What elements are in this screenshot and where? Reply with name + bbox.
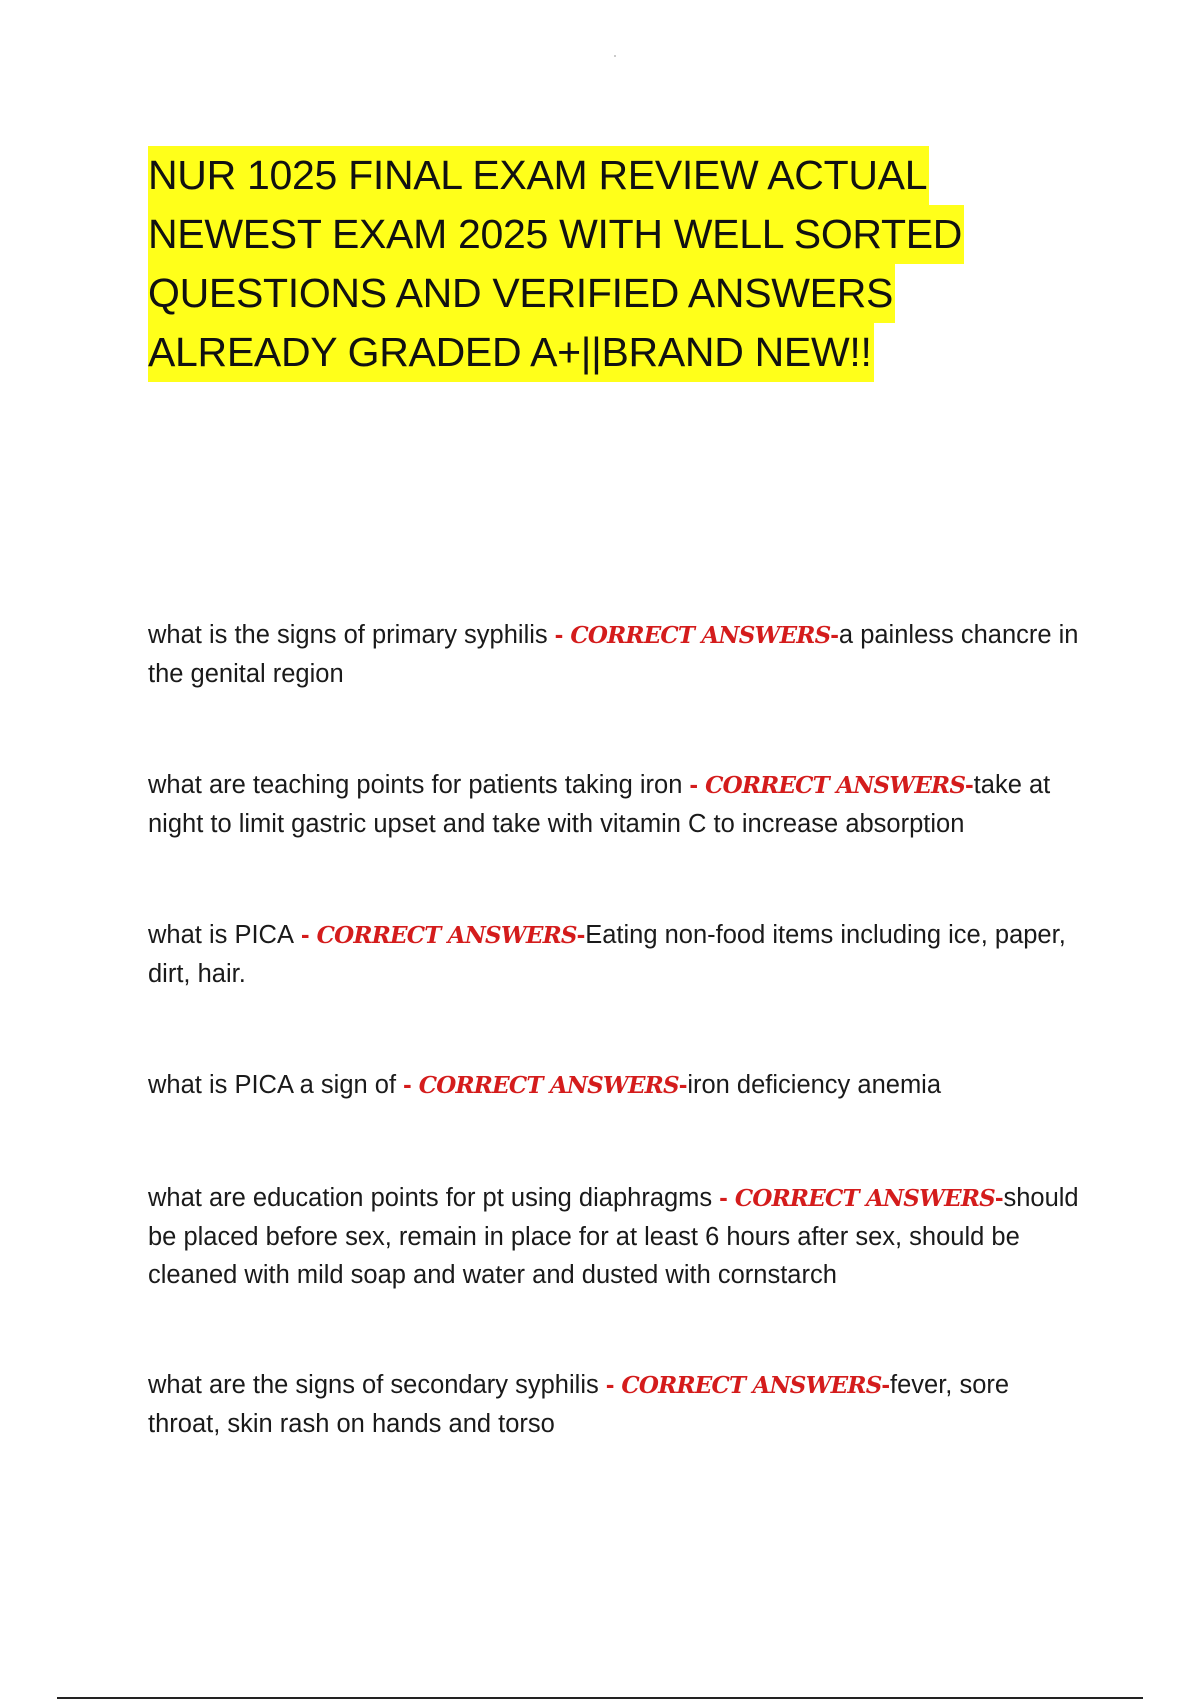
title-line-text: NUR 1025 FINAL EXAM REVIEW ACTUAL	[148, 146, 929, 205]
answer-separator-dash: -	[881, 1371, 890, 1399]
answer-text: take at night to limit gastric upset and take with vitamin C to increase absorption	[148, 771, 1058, 838]
answer-separator: -	[293, 921, 317, 949]
title-line	[148, 205, 1078, 264]
answer-separator-dash: -	[576, 921, 586, 949]
title-line	[148, 323, 1078, 382]
qa-item	[148, 1366, 1088, 1443]
correct-answers-tag: CORRECT ANSWERS	[316, 922, 577, 949]
answer-separator: -	[547, 621, 571, 649]
correct-answers-tag: CORRECT ANSWERS	[705, 772, 966, 799]
answer-separator: -	[396, 1071, 419, 1099]
title-line	[148, 264, 1078, 323]
question-text: what is PICA	[148, 921, 294, 949]
answer-separator-dash: -	[965, 771, 974, 799]
qa-item	[148, 1066, 941, 1105]
answer-text: should be placed before sex, remain in place for at least 6 hours after sex, should be cleaned with mild soap and water and dusted with cornstarch	[148, 1184, 1086, 1289]
answer-separator: -	[712, 1184, 735, 1212]
qa-item	[148, 1179, 1088, 1294]
title-line-text: ALREADY GRADED A+||BRAND NEW!!	[148, 323, 874, 382]
question-text: what are teaching points for patients taking iron	[148, 771, 683, 799]
correct-answers-tag: CORRECT ANSWERS	[570, 622, 831, 649]
question-text: what are the signs of secondary syphilis	[148, 1371, 599, 1399]
correct-answers-tag: CORRECT ANSWERS	[418, 1072, 679, 1099]
answer-separator-dash: -	[830, 621, 839, 649]
answer-text: Eating non-food items including ice, paper, dirt, hair.	[148, 921, 1073, 988]
question-text: what is the signs of primary syphilis	[148, 621, 548, 649]
title-line-text: QUESTIONS AND VERIFIED ANSWERS	[148, 264, 895, 323]
correct-answers-tag: CORRECT ANSWERS	[734, 1185, 995, 1212]
question-text: what is PICA a sign of	[148, 1071, 397, 1099]
answer-text: fever, sore throat, skin rash on hands and torso	[148, 1371, 1017, 1438]
answer-separator: -	[598, 1371, 622, 1399]
correct-answers-tag: CORRECT ANSWERS	[621, 1372, 882, 1399]
document-title	[148, 146, 1078, 382]
qa-item	[148, 616, 1088, 693]
bottom-divider	[57, 1697, 1143, 1699]
answer-text: a painless chancre in the genital region	[148, 621, 1086, 688]
answer-text: iron deficiency anemia	[687, 1071, 942, 1099]
title-line-text: NEWEST EXAM 2025 WITH WELL SORTED	[148, 205, 964, 264]
title-line	[148, 146, 1078, 205]
qa-item	[148, 916, 1088, 993]
answer-separator-dash: -	[994, 1184, 1004, 1212]
question-text: what are education points for pt using diaphragms	[148, 1184, 713, 1212]
qa-item	[148, 766, 1088, 843]
answer-separator: -	[682, 771, 706, 799]
page-mark	[614, 55, 616, 57]
answer-separator-dash: -	[678, 1071, 688, 1099]
